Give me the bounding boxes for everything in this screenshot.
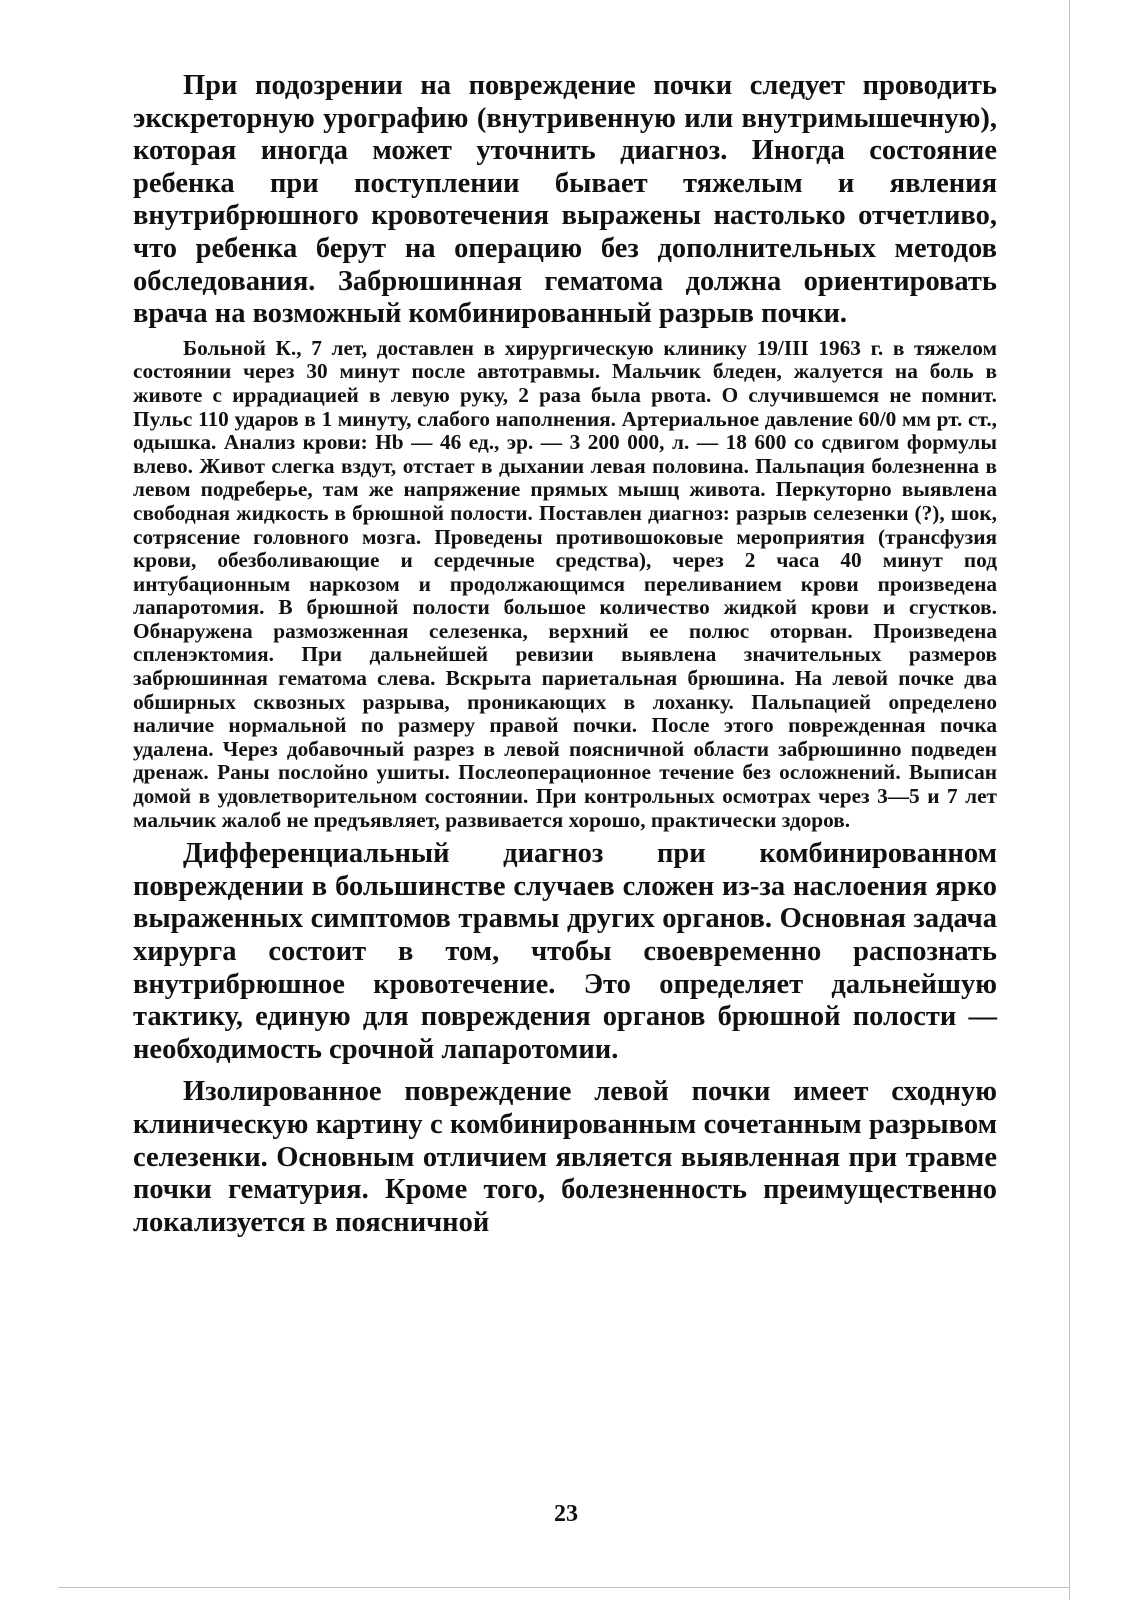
paragraph-urography: При подозрении на повреждение почки следует проводить экскреторную урографию (внутривенную или внутримышечную), которая иногда может уточнить диагноз. Иногда состояние ребенка при поступлении бывает тяжелым и явления внутрибрюшного кровотечения выражены настолько отчетливо, что ребенка берут на операцию без дополнительных методов обследования. Забрюшинная гематома должна ориентировать врача на возможный комбинированный разрыв почки. xyxy=(133,70,997,330)
page-edge-right xyxy=(1069,0,1070,1600)
page-number: 23 xyxy=(554,1501,578,1527)
paragraph-differential-diagnosis: Дифференциальный диагноз при комбинированном повреждении в большинстве случаев сложен из-за наслоения ярко выраженных симптомов травмы других органов. Основная задача хирурга состоит в том, чтобы своевременно распознать внутрибрюшное кровотечение. Это определяет дальнейшую тактику, единую для повреждения органов брюшной полости — необходимость срочной лапаротомии. xyxy=(133,838,997,1065)
page-body xyxy=(133,70,997,1239)
paragraph-isolated-kidney-injury: Изолированное повреждение левой почки имеет сходную клиническую картину с комбинированным сочетанным разрывом селезенки. Основным отличием является выявленная при травме почки гематурия. Кроме того, болезненность преимущественно локализуется в поясничной xyxy=(133,1076,997,1238)
case-report: Больной К., 7 лет, доставлен в хирургическую клинику 19/III 1963 г. в тяжелом состоянии через 30 минут после автотравмы. Мальчик бледен, жалуется на боль в животе с иррадиацией в левую руку, 2 раза была рвота. О случившемся не помнит. Пульс 110 ударов в 1 минуту, слабого наполнения. Артериальное давление 60/0 мм рт. ст., одышка. Анализ крови: Hb — 46 ед., эр. — 3 200 000, л. — 18 600 со сдвигом формулы влево. Живот слегка вздут, отстает в дыхании левая половина. Пальпация болезненна в левом подреберье, там же напряжение прямых мышц живота. Перкуторно выявлена свободная жидкость в брюшной полости. Поставлен диагноз: разрыв селезенки (?), шок, сотрясение головного мозга. Проведены противошоковые мероприятия (трансфузия крови, обезболивающие и сердечные средства), через 2 часа 40 минут под интубационным наркозом и продолжающимся переливанием крови произведена лапаротомия. В брюшной полости большое количество жидкой крови и сгустков. Обнаружена размозженная селезенка, верхний ее полюс оторван. Произведена спленэктомия. При дальнейшей ревизии выявлена значительных размеров забрюшинная гематома слева. Вскрыта париетальная брюшина. На левой почке два обширных сквозных разрыва, проникающих в лоханку. Пальпацией определено наличие нормальной по размеру правой почки. После этого поврежденная почка удалена. Через добавочный разрез в левой поясничной области забрюшинно подведен дренаж. Раны послойно ушиты. Послеоперационное течение без осложнений. Выписан домой в удовлетворительном состоянии. При контрольных осмотрах через 3—5 и 7 лет мальчик жалоб не предъявляет, развивается хорошо, практически здоров. xyxy=(133,335,997,832)
page-edge-bottom xyxy=(58,1587,1069,1588)
